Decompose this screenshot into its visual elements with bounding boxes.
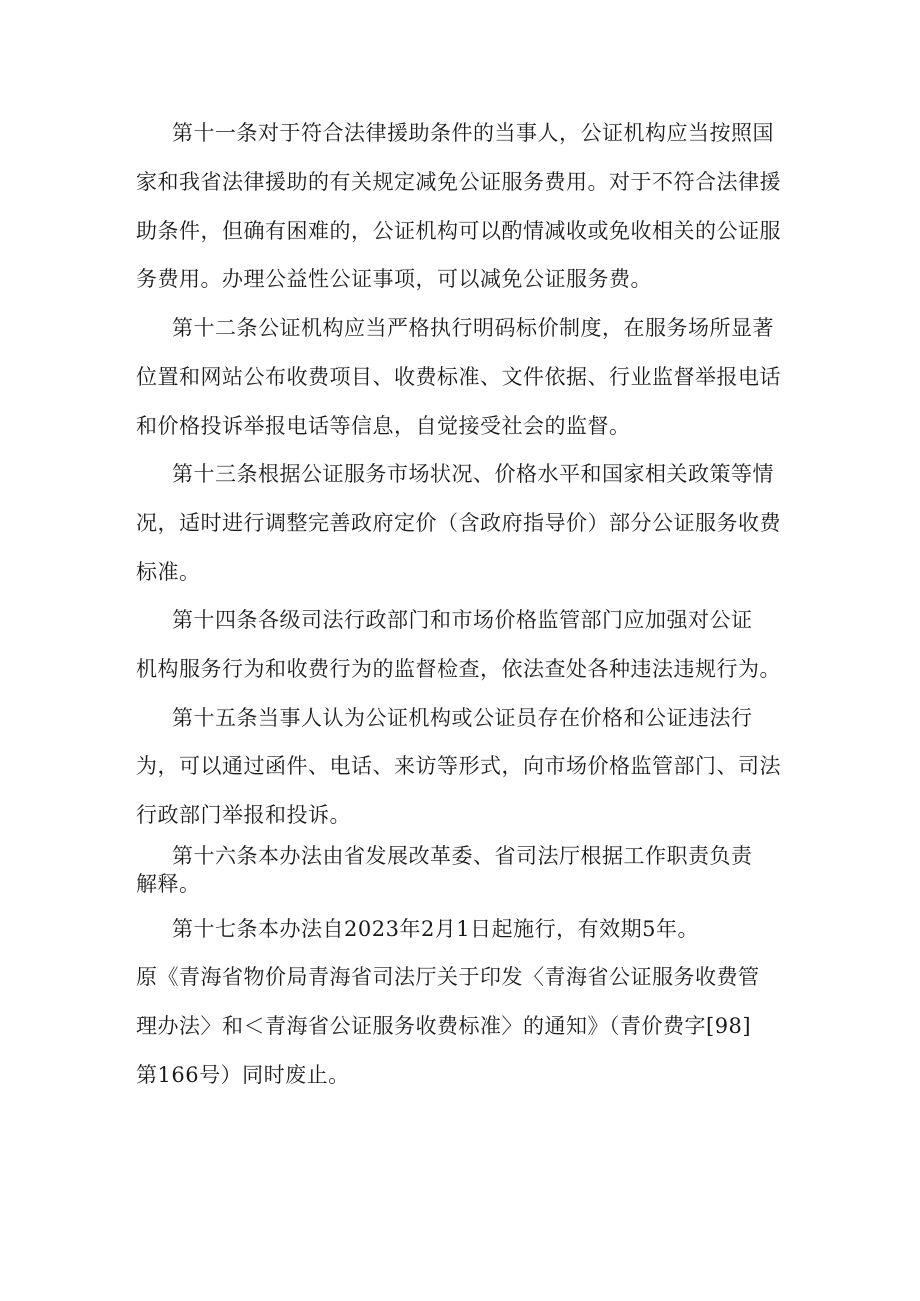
text-line: 行政部门举报和投诉。 [136,803,351,827]
text-line: 和价格投诉举报电话等信息，自觉接受社会的监督。 [136,414,631,438]
text-line: 第十六条本办法由省发展改革委、省司法厅根据工作职责负责 [172,844,753,868]
text-line: 解释。 [136,872,201,896]
text-line: 机构服务行为和收费行为的监督检查，依法查处各种违法违规行为。 [136,657,781,681]
text-line: 第十五条当事人认为公证机构或公证员存在价格和公证违法行 [172,706,753,730]
text-line: 第十一条对于符合法律援助条件的当事人，公证机构应当按照国 [172,121,774,145]
text-line: 务费用。办理公益性公证事项，可以减免公证服务费。 [136,267,652,291]
text-line: 第十七条本办法自2023年2月1日起施行，有效期5年。 [172,917,700,941]
text-line: 第十四条各级司法行政部门和市场价格监管部门应加强对公证 [172,608,753,632]
text-line: 为，可以通过函件、电话、来访等形式，向市场价格监管部门、司法 [136,754,781,778]
text-line: 家和我省法律援助的有关规定减免公证服务费用。对于不符合法律援 [136,170,781,194]
text-line: 第166号）同时废止。 [136,1063,350,1087]
text-line: 原《青海省物价局青海省司法厅关于印发〈青海省公证服务收费管 [136,965,760,989]
text-line: 标准。 [136,560,201,584]
text-line: 况，适时进行调整完善政府定价（含政府指导价）部分公证服务收费 [136,511,781,535]
text-line: 位置和网站公布收费项目、收费标准、文件依据、行业监督举报电话 [136,365,781,389]
text-line: 第十三条根据公证服务市场状况、价格水平和国家相关政策等情 [172,462,774,486]
text-line: 助条件，但确有困难的，公证机构可以酌情减收或免收相关的公证服 [136,219,781,243]
text-line: 第十二条公证机构应当严格执行明码标价制度，在服务场所显著 [172,316,774,340]
text-line: 理办法〉和＜青海省公证服务收费标准〉的通知》（青价费字[98] [136,1014,752,1038]
